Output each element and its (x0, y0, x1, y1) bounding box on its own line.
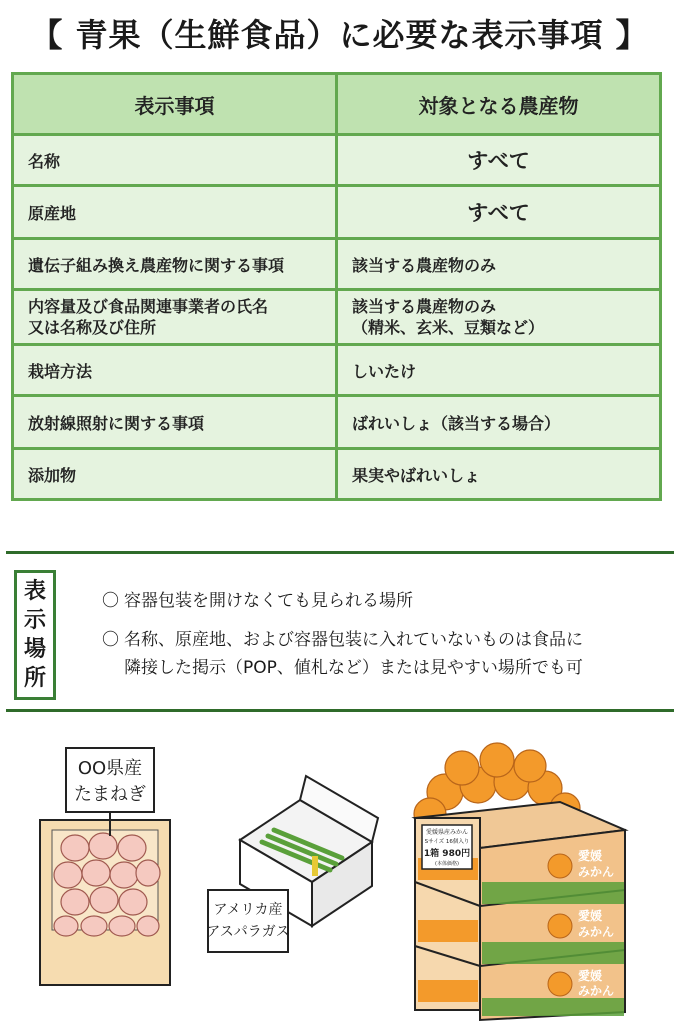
note-text: 容器包装を開けなくても見られる場所 (124, 591, 413, 611)
row-item-additives: 添加物 (13, 449, 337, 500)
row-item-content (13, 290, 337, 345)
asparagus-sign-line1: アメリカ産 (213, 902, 283, 918)
row-target-content (337, 290, 661, 345)
box-brand-line2: みかん (577, 925, 615, 939)
row-target-content-line2: （精米、玄米、豆類など） (352, 318, 545, 337)
table-row (13, 396, 661, 449)
row-target-origin: すべて (337, 186, 661, 239)
mikan-label-price: 1箱 980円 (423, 849, 471, 859)
label-char: 場 (23, 637, 46, 662)
table-header-row (13, 74, 661, 135)
produce-illustrations (0, 730, 679, 1024)
mikan-boxes-illustration (414, 743, 625, 1020)
box-brand-line1: 愛媛 (577, 969, 603, 983)
row-item-irradiation: 放射線照射に関する事項 (13, 396, 337, 449)
table-row (13, 449, 661, 500)
row-item-content-line1: 内容量及び食品関連事業者の氏名 (28, 297, 269, 316)
row-target-content-line1: 該当する農産物のみ (352, 297, 497, 316)
onion-crate-illustration (40, 748, 170, 985)
box-brand-line1: 愛媛 (577, 909, 603, 923)
row-item-origin: 原産地 (13, 186, 337, 239)
labeling-requirements-table (11, 72, 662, 501)
table-row (13, 135, 661, 186)
label-char: 表 (23, 579, 46, 604)
row-target-name: すべて (337, 135, 661, 186)
box-brand-line1: 愛媛 (577, 849, 603, 863)
page-title: 【 青果（生鮮食品）に必要な表示事項 】 (30, 16, 649, 54)
onion-sign-line1: OO県産 (77, 758, 143, 779)
table-row (13, 239, 661, 290)
divider-top (6, 551, 674, 554)
box-brand-line2: みかん (577, 865, 615, 879)
column-header-target: 対象となる農産物 (337, 74, 661, 135)
label-char: 示 (23, 608, 46, 633)
label-char: 所 (23, 666, 46, 691)
display-place-label (14, 570, 56, 700)
row-target-irradiation: ばれいしょ（該当する場合） (337, 396, 661, 449)
circle-bullet-icon: 〇 (102, 591, 119, 611)
divider-bottom (6, 709, 674, 712)
row-target-cultivation: しいたけ (337, 345, 661, 396)
box-brand-line2: みかん (577, 984, 615, 998)
mikan-label-title: 愛媛県産みかん (425, 829, 469, 836)
note-text-line1: 名称、原産地、および容器包装に入れていないものは食品に (124, 630, 583, 650)
table-row (13, 290, 661, 345)
display-note-2 (102, 626, 583, 682)
row-item-cultivation: 栽培方法 (13, 345, 337, 396)
mikan-label-sub: Sサイズ 16個入り (424, 839, 470, 845)
column-header-item: 表示事項 (13, 74, 337, 135)
row-item-content-line2: 又は名称及び住所 (28, 318, 157, 337)
onion-sign-line2: たまねぎ (74, 784, 146, 805)
row-item-gmo: 遺伝子組み換え農産物に関する事項 (13, 239, 337, 290)
row-item-name: 名称 (13, 135, 337, 186)
note-text-line2: 隣接した掲示（POP、値札など）または見やすい場所でも可 (124, 658, 583, 678)
mikan-label-note: (本体価格) (435, 861, 459, 867)
asparagus-sign-line2: アスパラガス (206, 924, 290, 940)
table-row (13, 186, 661, 239)
asparagus-box-illustration (206, 776, 378, 952)
circle-bullet-icon: 〇 (102, 630, 119, 650)
row-target-additives: 果実やばれいしょ (337, 449, 661, 500)
row-target-gmo: 該当する農産物のみ (337, 239, 661, 290)
table-row (13, 345, 661, 396)
display-note-1 (102, 587, 413, 615)
